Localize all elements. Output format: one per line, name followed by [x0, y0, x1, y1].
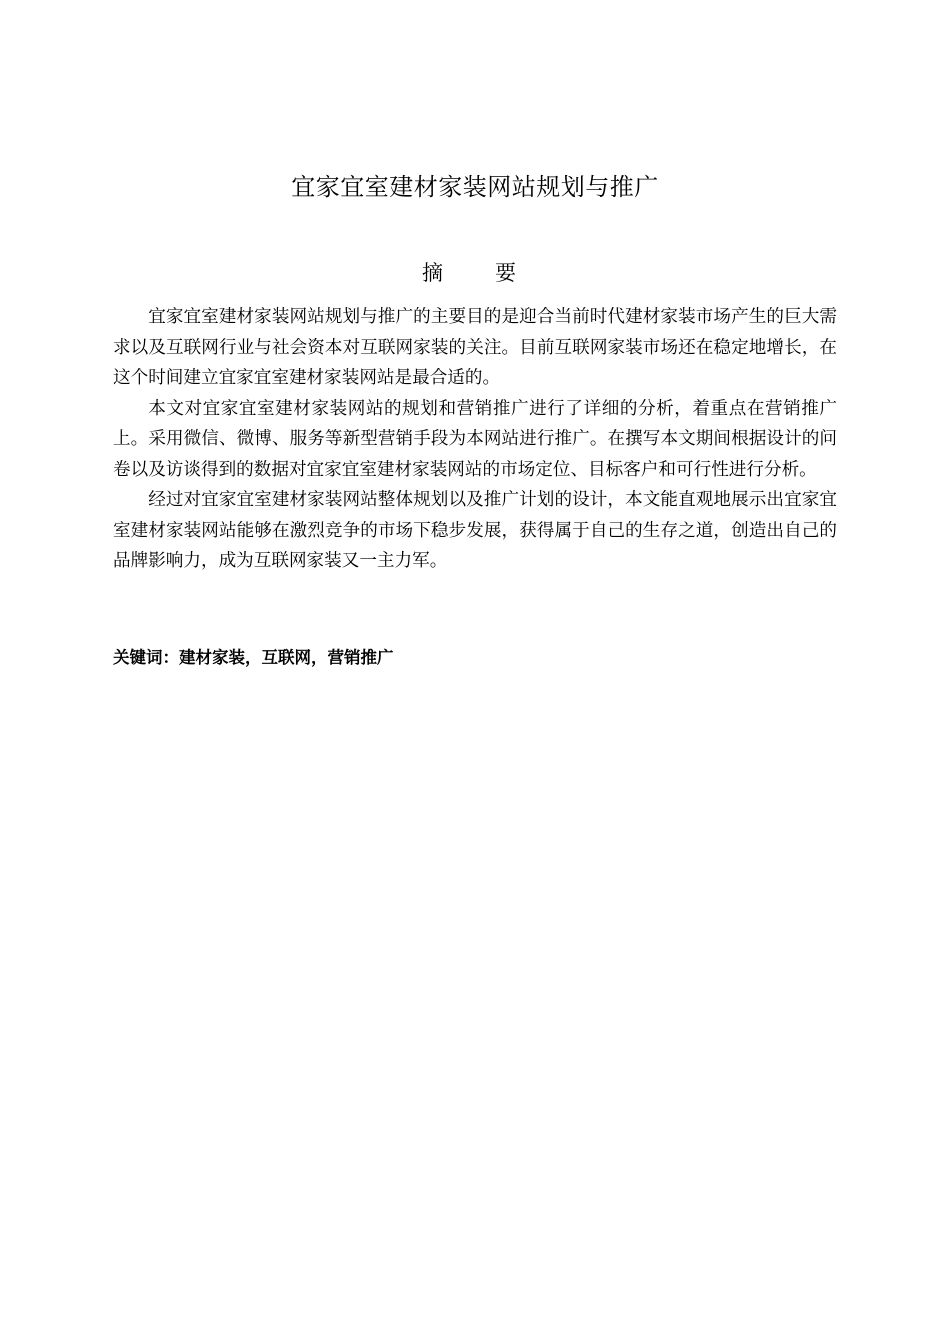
abstract-paragraph: 宜家宜室建材家装网站规划与推广的主要目的是迎合当前时代建材家装市场产生的巨大需求以及互联网行业与社会资本对互联网家装的关注。目前互联网家装市场还在稳定地增长，在这个时间建立宜家宜室建材家装网站是最合适的。 — [113, 307, 837, 388]
keywords-line: 关键词：建材家装，互联网，营销推广 — [113, 648, 394, 667]
abstract-paragraph: 经过对宜家宜室建材家装网站整体规划以及推广计划的设计，本文能直观地展示出宜家宜室建材家装网站能够在激烈竞争的市场下稳步发展，获得属于自己的生存之道，创造出自己的品牌影响力，成为互联网家装又一主力军。 — [113, 490, 837, 571]
abstract-heading: 摘要 — [422, 261, 568, 285]
abstract-paragraph: 本文对宜家宜室建材家装网站的规划和营销推广进行了详细的分析，着重点在营销推广上。采用微信、微博、服务等新型营销手段为本网站进行推广。在撰写本文期间根据设计的问卷以及访谈得到的数据对宜家宜室建材家装网站的市场定位、目标客户和可行性进行分析。 — [113, 398, 837, 480]
abstract-body — [113, 302, 837, 577]
document-title: 宜家宜室建材家装网站规划与推广 — [291, 173, 659, 201]
